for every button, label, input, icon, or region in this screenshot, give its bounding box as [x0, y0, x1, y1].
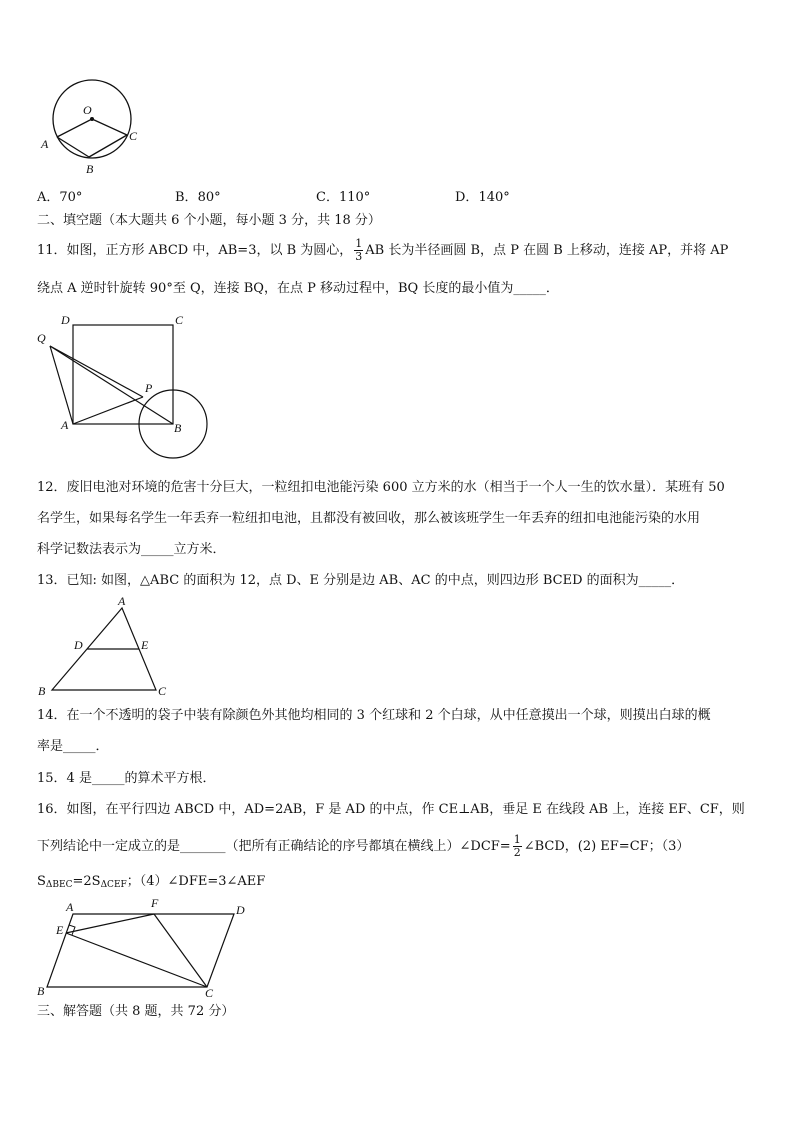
q14-line1: 14．在一个不透明的袋子中装有除颜色外其他均相同的 3 个红球和 2 个白球，从中任意摸出一个球，则摸出白球的概 [37, 708, 711, 723]
q16-line1: 16．如图，在平行四边 ABCD 中，AD=2AB，F 是 AD 的中点，作 CE⊥AB，垂足 E 在线段 AB 上，连接 EF、CF，则 [37, 802, 745, 817]
section2-title: 二、填空题（本大题共 6 个小题，每小题 3 分，共 18 分） [37, 213, 381, 228]
label-C: C [158, 684, 167, 698]
label-P: P [145, 381, 153, 395]
label-B: B [174, 421, 182, 435]
label-C: C [175, 313, 184, 327]
q16-line3: $S_{\Delta BEC}=2S_{\Delta CEF}$；（4）∠DFE=3∠AEF [37, 874, 266, 890]
label-E: E [56, 923, 64, 937]
q10-option-d: D．140° [455, 190, 510, 205]
section3-title: 三、解答题（共 8 题，共 72 分） [37, 1004, 235, 1019]
q11-line1: 11．如图，正方形 ABCD 中，AB=3，以 B 为圆心， $\frac{1}{3}$ AB 长为半径画圆 B，点 P 在圆 B 上移动，连接 AP，并将 AP [37, 237, 729, 263]
q11-line2: 绕点 A 逆时针旋转 90°至 Q，连接 BQ，在点 P 移动过程中，BQ 长度的最小值为_____． [37, 281, 559, 296]
q10-option-b: B．80° [175, 190, 221, 205]
label-B: B [38, 684, 46, 698]
q11-fraction: $\frac{1}{3}$ [355, 237, 363, 263]
label-C: C [129, 129, 138, 143]
label-D: D [61, 313, 70, 327]
label-D: D [74, 638, 83, 652]
q12-line2: 名学生，如果每名学生一年丢弃一粒纽扣电池，且都没有被回收，那么被该班学生一年丢弃的纽扣电池能污染的水用 [37, 511, 701, 526]
label-O: O [83, 103, 92, 117]
q10-option-c: C．110° [316, 190, 371, 205]
q16-fraction: $\frac{1}{2}$ [513, 833, 521, 859]
label-B: B [37, 984, 45, 998]
label-A: A [66, 900, 74, 914]
label-A: A [61, 418, 69, 432]
label-D: D [236, 903, 245, 917]
q12-line1: 12．废旧电池对环境的危害十分巨大，一粒纽扣电池能污染 600 立方米的水（相当于一个人一生的饮水量）．某班有 50 [37, 480, 725, 495]
q15-line1: 15．4 是_____的算术平方根． [37, 771, 216, 786]
q13-line1: 13．已知: 如图，△ABC 的面积为 12，点 D、E 分别是边 AB、AC 的中点，则四边形 BCED 的面积为_____． [37, 573, 685, 588]
label-A: A [118, 594, 126, 608]
label-Q: Q [37, 331, 46, 345]
q12-line3: 科学记数法表示为_____立方米． [37, 542, 226, 557]
label-C: C [205, 986, 214, 1000]
label-A: A [41, 137, 49, 151]
label-E: E [141, 638, 149, 652]
label-F: F [151, 896, 159, 910]
q10-option-a: A．70° [37, 190, 83, 205]
q14-line2: 率是_____． [37, 739, 109, 754]
q16-line2: 下列结论中一定成立的是_______（把所有正确结论的序号都填在横线上）∠DCF= $\frac{1}{2}$ ∠BCD，(2) EF=CF；（3） [37, 833, 690, 859]
label-B: B [86, 162, 94, 176]
